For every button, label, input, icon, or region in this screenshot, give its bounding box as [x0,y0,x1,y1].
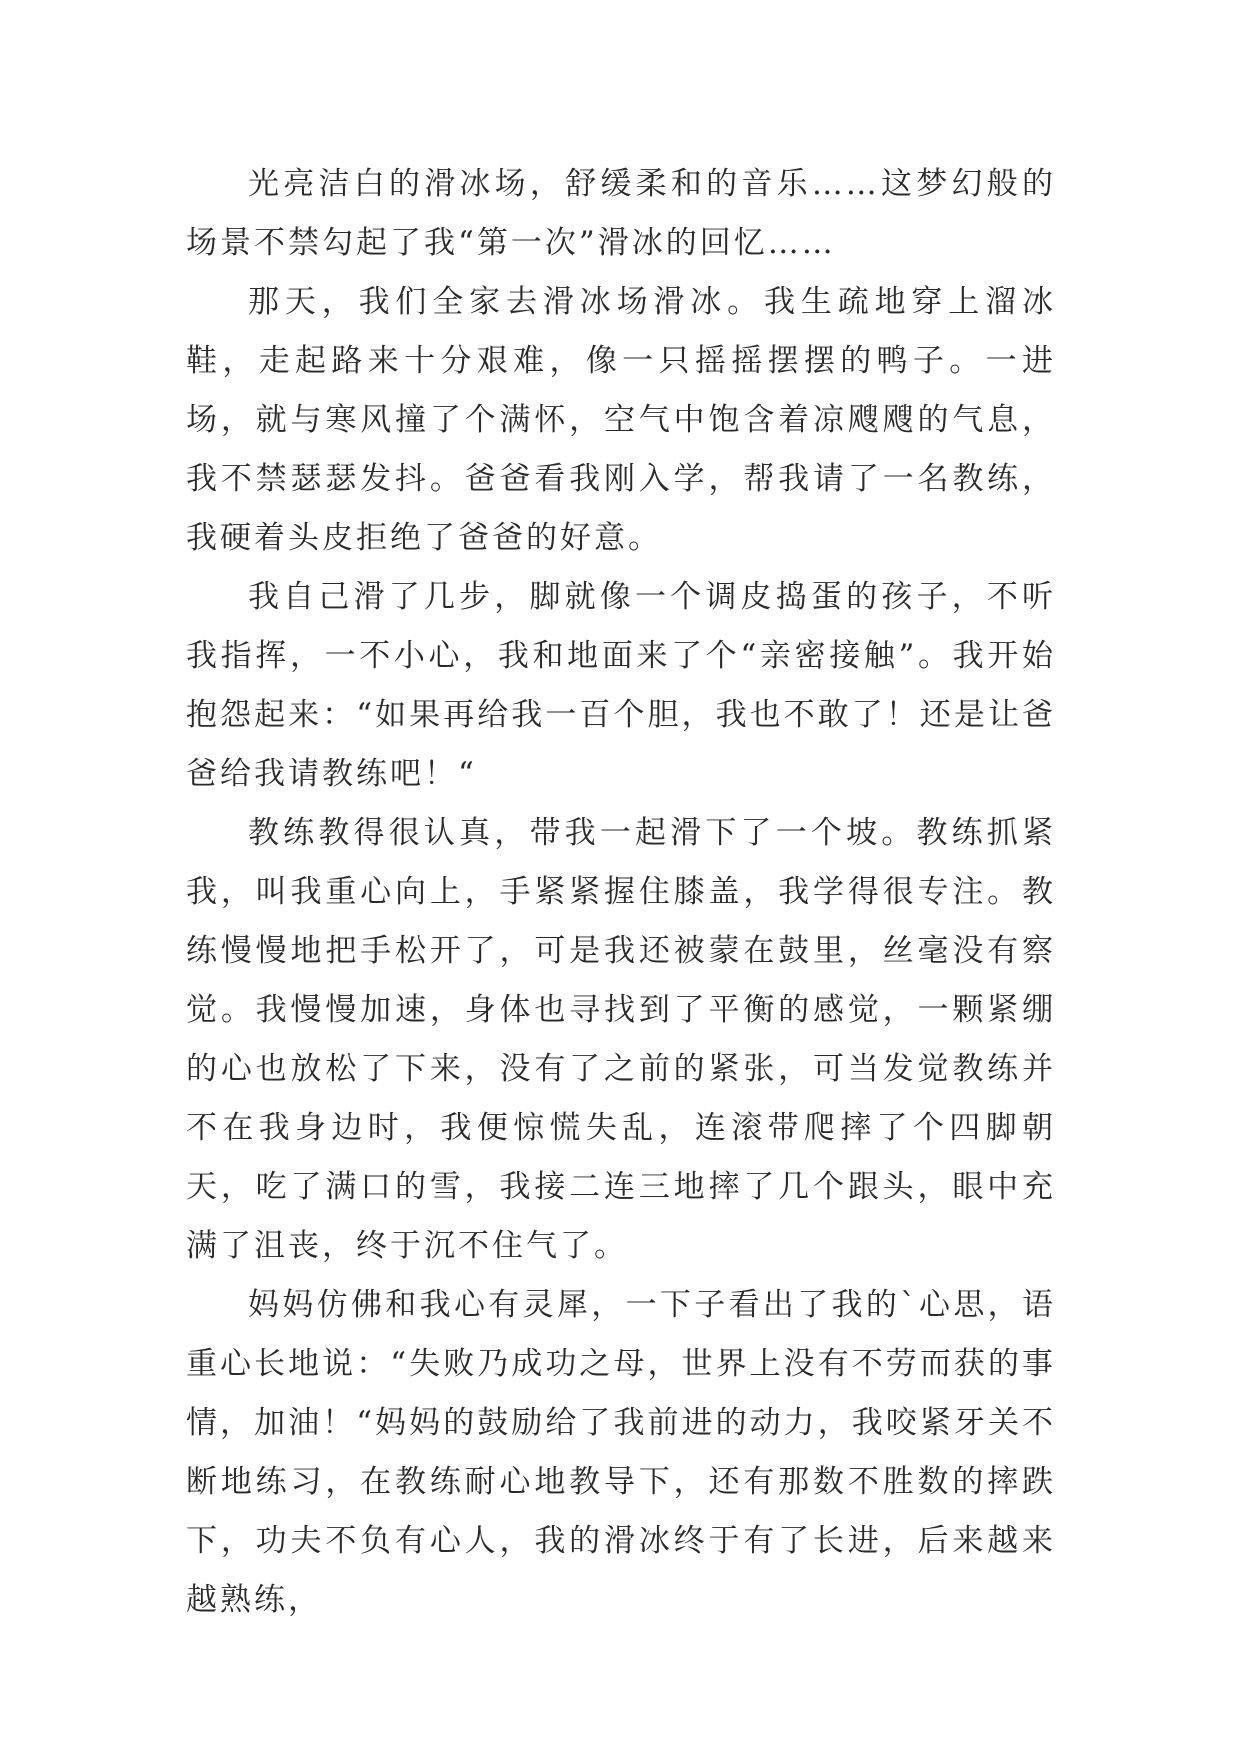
paragraph-4: 教练教得很认真，带我一起滑下了一个坡。教练抓紧我，叫我重心向上，手紧紧握住膝盖，我学得很专注。教练慢慢地把手松开了，可是我还被蒙在鼓里，丝毫没有察觉。我慢慢加速，身体也寻找到了平衡的感觉，一颗紧绷的心也放松了下来，没有了之前的紧张，可当发觉教练并不在我身边时，我便惊慌失乱，连滚带爬摔了个四脚朝天，吃了满口的雪，我接二连三地摔了几个跟头，眼中充满了沮丧，终于沉不住气了。 [186,815,1056,1264]
paragraph-2: 那天，我们全家去滑冰场滑冰。我生疏地穿上溜冰鞋，走起路来十分艰难，像一只摇摇摆摆的鸭子。一进场，就与寒风撞了个满怀，空气中饱含着凉飕飕的气息，我不禁瑟瑟发抖。爸爸看我刚入学，帮我请了一名教练，我硬着头皮拒绝了爸爸的好意。 [186,284,1056,556]
paragraph-5: 妈妈仿佛和我心有灵犀，一下子看出了我的`心思，语重心长地说：“失败乃成功之母，世界上没有不劳而获的事情，加油！“妈妈的鼓励给了我前进的动力，我咬紧牙关不断地练习，在教练耐心地教导下，还有那数不胜数的摔跌下，功夫不负有心人，我的滑冰终于有了长进，后来越来越熟练， [186,1287,1056,1618]
paragraph-3: 我自己滑了几步，脚就像一个调皮捣蛋的孩子，不听我指挥，一不小心，我和地面来了个“亲密接触”。我开始抱怨起来：“如果再给我一百个胆，我也不敢了！还是让爸爸给我请教练吧！“ [186,579,1056,792]
paragraph-1: 光亮洁白的滑冰场，舒缓柔和的音乐……这梦幻般的场景不禁勾起了我“第一次”滑冰的回忆…… [186,166,1056,261]
document-body [186,155,1056,1630]
